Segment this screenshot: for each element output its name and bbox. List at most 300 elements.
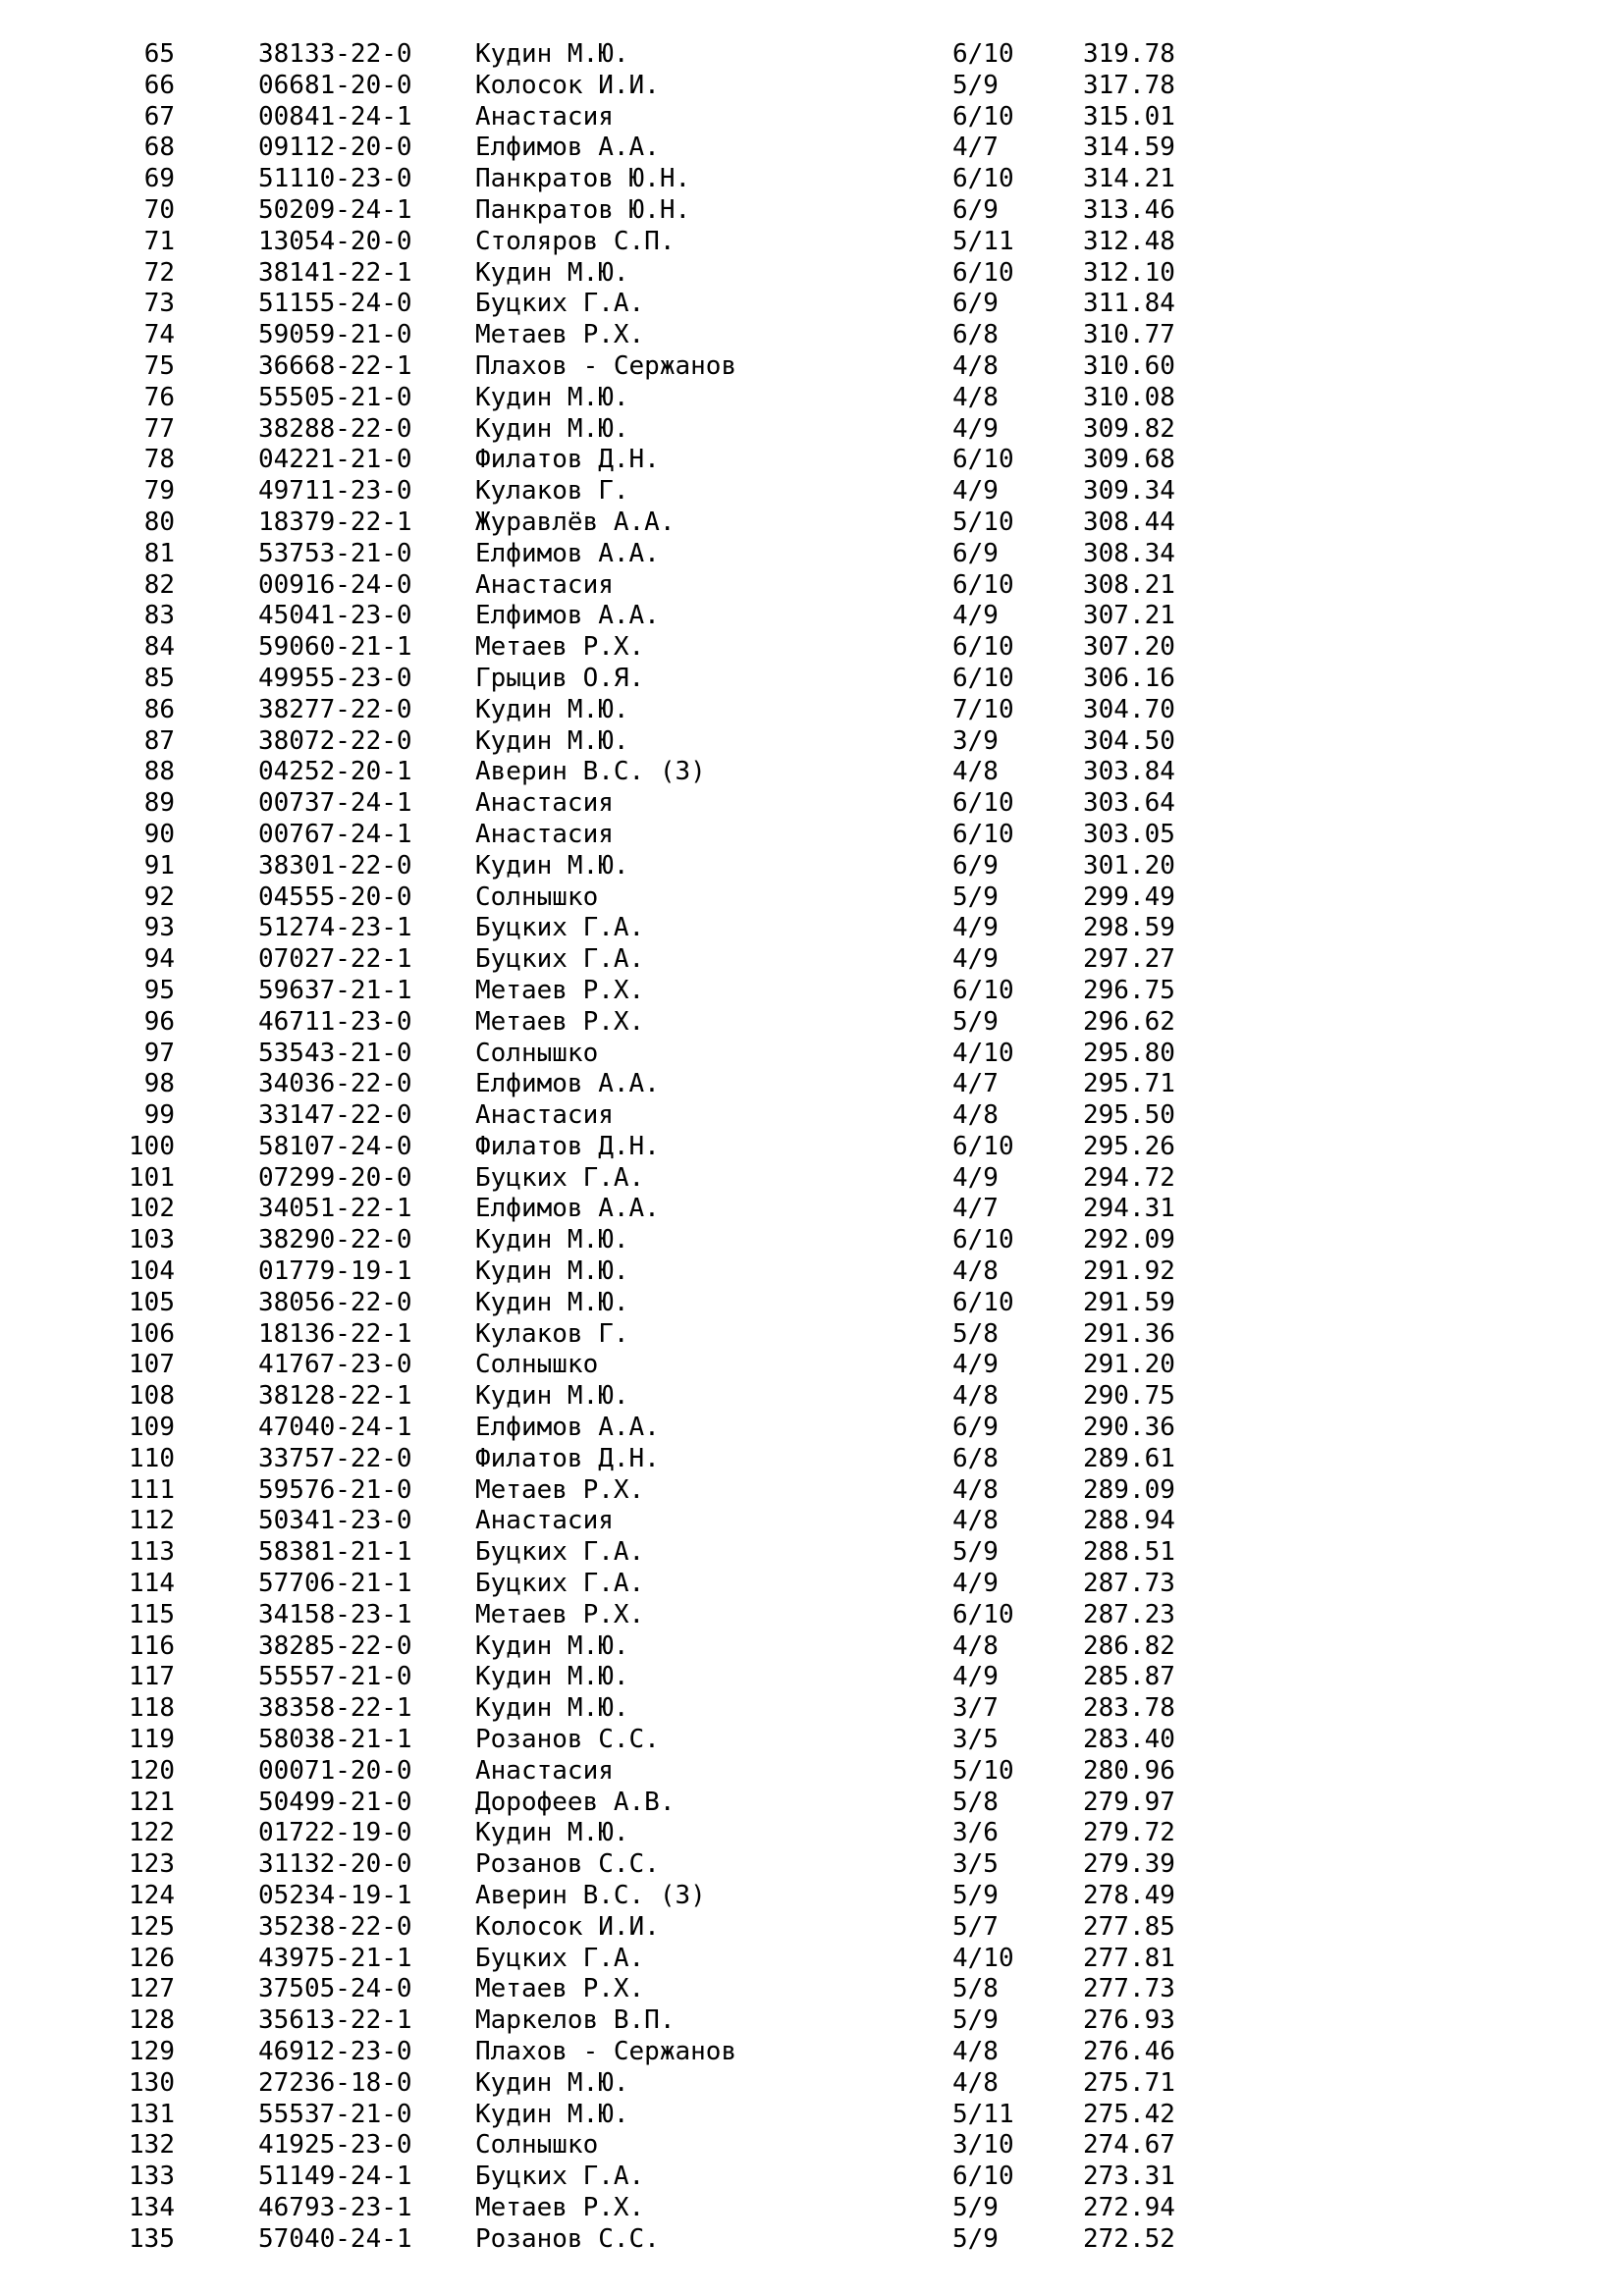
points-value: 283.40: [1083, 1725, 1175, 1755]
rank-number: 93: [143, 913, 175, 943]
score-ratio: 4/8: [952, 1630, 999, 1661]
entry-code: 34036-22-0: [258, 1069, 412, 1099]
owner-name: Буцких Г.А.: [475, 913, 645, 943]
owner-name: Анастасия: [475, 1100, 614, 1131]
points-value: 301.20: [1083, 850, 1175, 881]
owner-name: Филатов Д.Н.: [475, 1131, 660, 1161]
rank-number: 85: [143, 663, 175, 693]
entry-code: 01722-19-0: [258, 1818, 412, 1848]
table-row: [0, 1693, 1624, 1725]
score-ratio: 5/10: [952, 1755, 1014, 1786]
score-ratio: 3/9: [952, 725, 999, 756]
entry-code: 38128-22-1: [258, 1381, 412, 1412]
table-row: [0, 1256, 1624, 1288]
rank-number: 97: [143, 1038, 175, 1068]
points-value: 310.77: [1083, 320, 1175, 350]
rank-number: 73: [143, 289, 175, 319]
points-value: 309.34: [1083, 476, 1175, 507]
points-value: 292.09: [1083, 1225, 1175, 1255]
owner-name: Розанов С.С.: [475, 1849, 660, 1880]
score-ratio: 5/9: [952, 1006, 999, 1037]
table-row: [0, 539, 1624, 570]
rank-number: 82: [143, 569, 175, 600]
points-value: 312.10: [1083, 257, 1175, 288]
table-row: [0, 1288, 1624, 1319]
rank-number: 86: [143, 694, 175, 724]
score-ratio: 6/10: [952, 1599, 1014, 1629]
owner-name: Дорофеев А.В.: [475, 1787, 676, 1817]
points-value: 273.31: [1083, 2162, 1175, 2192]
entry-code: 58038-21-1: [258, 1725, 412, 1755]
table-row: [0, 71, 1624, 102]
rank-number: 76: [143, 382, 175, 412]
points-value: 307.21: [1083, 601, 1175, 631]
table-row: [0, 1163, 1624, 1195]
rank-number: 112: [129, 1506, 175, 1536]
owner-name: Солнышко: [475, 881, 599, 912]
score-ratio: 4/8: [952, 382, 999, 412]
owner-name: Метаев Р.Х.: [475, 975, 645, 1005]
rank-number: 75: [143, 350, 175, 381]
owner-name: Елфимов А.А.: [475, 1069, 660, 1099]
rank-number: 69: [143, 164, 175, 194]
owner-name: Розанов С.С.: [475, 2223, 660, 2254]
table-row: [0, 788, 1624, 820]
entry-code: 01779-19-1: [258, 1256, 412, 1287]
owner-name: Солнышко: [475, 1038, 599, 1068]
points-value: 278.49: [1083, 1881, 1175, 1911]
table-row: [0, 1225, 1624, 1256]
points-value: 290.36: [1083, 1413, 1175, 1443]
score-ratio: 6/10: [952, 2162, 1014, 2192]
rank-number: 96: [143, 1006, 175, 1037]
points-value: 291.92: [1083, 1256, 1175, 1287]
points-value: 291.59: [1083, 1287, 1175, 1317]
rank-number: 87: [143, 725, 175, 756]
owner-name: Метаев Р.Х.: [475, 632, 645, 663]
table-row: [0, 1319, 1624, 1351]
score-ratio: 6/8: [952, 1443, 999, 1473]
entry-code: 00071-20-0: [258, 1755, 412, 1786]
entry-code: 36668-22-1: [258, 350, 412, 381]
rank-number: 111: [129, 1474, 175, 1505]
owner-name: Метаев Р.Х.: [475, 1006, 645, 1037]
score-ratio: 5/9: [952, 1881, 999, 1911]
table-row: [0, 664, 1624, 695]
entry-code: 00916-24-0: [258, 569, 412, 600]
rank-number: 133: [129, 2162, 175, 2192]
entry-code: 46711-23-0: [258, 1006, 412, 1037]
owner-name: Елфимов А.А.: [475, 1194, 660, 1224]
points-value: 296.62: [1083, 1006, 1175, 1037]
entry-code: 55557-21-0: [258, 1662, 412, 1692]
entry-code: 59059-21-0: [258, 320, 412, 350]
rank-number: 124: [129, 1881, 175, 1911]
owner-name: Колосок И.И.: [475, 1911, 660, 1942]
score-ratio: 4/8: [952, 1381, 999, 1412]
entry-code: 57040-24-1: [258, 2223, 412, 2254]
rank-number: 129: [129, 2037, 175, 2066]
rank-number: 125: [129, 1911, 175, 1942]
score-ratio: 6/10: [952, 663, 1014, 693]
owner-name: Кудин М.Ю.: [475, 1818, 629, 1848]
points-value: 285.87: [1083, 1662, 1175, 1692]
entry-code: 35238-22-0: [258, 1911, 412, 1942]
score-ratio: 6/10: [952, 788, 1014, 819]
table-row: [0, 1475, 1624, 1507]
points-value: 308.44: [1083, 507, 1175, 537]
points-value: 307.20: [1083, 632, 1175, 663]
entry-code: 51274-23-1: [258, 913, 412, 943]
points-value: 291.20: [1083, 1350, 1175, 1380]
owner-name: Анастасия: [475, 569, 614, 600]
points-value: 304.70: [1083, 694, 1175, 724]
owner-name: Журавлёв А.А.: [475, 507, 676, 537]
table-row: [0, 1725, 1624, 1756]
table-row: [0, 632, 1624, 664]
owner-name: Анастасия: [475, 1755, 614, 1786]
score-ratio: 6/8: [952, 320, 999, 350]
owner-name: Столяров С.П.: [475, 226, 676, 256]
owner-name: Грыцив О.Я.: [475, 663, 645, 693]
owner-name: Буцких Г.А.: [475, 289, 645, 319]
owner-name: Кудин М.Ю.: [475, 2099, 629, 2129]
points-value: 274.67: [1083, 2130, 1175, 2161]
score-ratio: 4/7: [952, 1069, 999, 1099]
rank-number: 104: [129, 1256, 175, 1287]
score-ratio: 3/5: [952, 1725, 999, 1755]
entry-code: 50341-23-0: [258, 1506, 412, 1536]
rank-number: 99: [143, 1100, 175, 1131]
table-row: [0, 1600, 1624, 1631]
points-value: 276.46: [1083, 2037, 1175, 2066]
entry-code: 34051-22-1: [258, 1194, 412, 1224]
entry-code: 38133-22-0: [258, 39, 412, 69]
entry-code: 38288-22-0: [258, 413, 412, 444]
score-ratio: 4/8: [952, 1474, 999, 1505]
points-value: 279.97: [1083, 1787, 1175, 1817]
table-row: [0, 1631, 1624, 1663]
score-ratio: 3/7: [952, 1693, 999, 1724]
entry-code: 04221-21-0: [258, 445, 412, 475]
table-row: [0, 1506, 1624, 1537]
score-ratio: 6/10: [952, 819, 1014, 849]
owner-name: Плахов - Сержанов: [475, 350, 737, 381]
points-value: 283.78: [1083, 1693, 1175, 1724]
score-ratio: 5/9: [952, 1537, 999, 1568]
points-value: 303.64: [1083, 788, 1175, 819]
points-value: 291.36: [1083, 1318, 1175, 1349]
owner-name: Плахов - Сержанов: [475, 2037, 737, 2066]
score-ratio: 3/6: [952, 1818, 999, 1848]
rank-number: 132: [129, 2130, 175, 2161]
rank-number: 120: [129, 1755, 175, 1786]
table-row: [0, 320, 1624, 351]
score-ratio: 5/9: [952, 2005, 999, 2036]
entry-code: 27236-18-0: [258, 2067, 412, 2098]
score-ratio: 6/10: [952, 569, 1014, 600]
points-value: 276.93: [1083, 2005, 1175, 2036]
owner-name: Филатов Д.Н.: [475, 1443, 660, 1473]
points-value: 279.39: [1083, 1849, 1175, 1880]
entry-code: 55537-21-0: [258, 2099, 412, 2129]
points-value: 304.50: [1083, 725, 1175, 756]
owner-name: Буцких Г.А.: [475, 2162, 645, 2192]
entry-code: 43975-21-1: [258, 1943, 412, 1973]
rank-number: 122: [129, 1818, 175, 1848]
rank-number: 134: [129, 2192, 175, 2222]
table-row: [0, 2193, 1624, 2224]
table-row: [0, 164, 1624, 195]
entry-code: 55505-21-0: [258, 382, 412, 412]
rank-number: 121: [129, 1787, 175, 1817]
table-row: [0, 695, 1624, 726]
table-row: [0, 1849, 1624, 1881]
table-row: [0, 757, 1624, 788]
entry-code: 38277-22-0: [258, 694, 412, 724]
points-value: 295.26: [1083, 1131, 1175, 1161]
rank-number: 83: [143, 601, 175, 631]
entry-code: 41925-23-0: [258, 2130, 412, 2161]
entry-code: 38285-22-0: [258, 1630, 412, 1661]
points-value: 272.52: [1083, 2223, 1175, 2254]
score-ratio: 5/9: [952, 70, 999, 100]
rank-number: 72: [143, 257, 175, 288]
owner-name: Кудин М.Ю.: [475, 382, 629, 412]
points-value: 295.71: [1083, 1069, 1175, 1099]
score-ratio: 6/9: [952, 538, 999, 568]
rank-number: 80: [143, 507, 175, 537]
owner-name: Анастасия: [475, 819, 614, 849]
rank-number: 84: [143, 632, 175, 663]
rank-number: 74: [143, 320, 175, 350]
entry-code: 45041-23-0: [258, 601, 412, 631]
points-value: 308.21: [1083, 569, 1175, 600]
points-value: 275.71: [1083, 2067, 1175, 2098]
score-ratio: 6/10: [952, 445, 1014, 475]
points-value: 288.94: [1083, 1506, 1175, 1536]
table-row: [0, 976, 1624, 1007]
score-ratio: 4/7: [952, 133, 999, 163]
rank-number: 101: [129, 1162, 175, 1193]
entry-code: 07299-20-0: [258, 1162, 412, 1193]
score-ratio: 4/9: [952, 1350, 999, 1380]
points-value: 314.59: [1083, 133, 1175, 163]
table-row: [0, 1818, 1624, 1849]
owner-name: Кудин М.Ю.: [475, 1225, 629, 1255]
entry-code: 33757-22-0: [258, 1443, 412, 1473]
score-ratio: 5/7: [952, 1911, 999, 1942]
entry-code: 59576-21-0: [258, 1474, 412, 1505]
rank-number: 71: [143, 226, 175, 256]
entry-code: 18136-22-1: [258, 1318, 412, 1349]
rank-number: 100: [129, 1131, 175, 1161]
score-ratio: 5/9: [952, 2223, 999, 2254]
rank-number: 108: [129, 1381, 175, 1412]
rank-number: 128: [129, 2005, 175, 2036]
table-row: [0, 414, 1624, 446]
table-row: [0, 570, 1624, 602]
entry-code: 38358-22-1: [258, 1693, 412, 1724]
score-ratio: 6/10: [952, 164, 1014, 194]
rank-number: 78: [143, 445, 175, 475]
rank-number: 131: [129, 2099, 175, 2129]
rank-number: 92: [143, 881, 175, 912]
owner-name: Кудин М.Ю.: [475, 1381, 629, 1412]
entry-code: 51155-24-0: [258, 289, 412, 319]
rank-number: 90: [143, 819, 175, 849]
entry-code: 38301-22-0: [258, 850, 412, 881]
entry-code: 04555-20-0: [258, 881, 412, 912]
rank-number: 68: [143, 133, 175, 163]
rank-number: 118: [129, 1693, 175, 1724]
points-value: 306.16: [1083, 663, 1175, 693]
table-row: [0, 1444, 1624, 1475]
table-row: [0, 1788, 1624, 1819]
entry-code: 00841-24-1: [258, 101, 412, 132]
rank-number: 94: [143, 944, 175, 975]
entry-code: 58381-21-1: [258, 1537, 412, 1568]
owner-name: Буцких Г.А.: [475, 1569, 645, 1599]
table-row: [0, 289, 1624, 320]
points-value: 308.34: [1083, 538, 1175, 568]
points-value: 314.21: [1083, 164, 1175, 194]
points-value: 288.51: [1083, 1537, 1175, 1568]
score-ratio: 4/8: [952, 2067, 999, 2098]
entry-code: 07027-22-1: [258, 944, 412, 975]
points-value: 295.50: [1083, 1100, 1175, 1131]
entry-code: 09112-20-0: [258, 133, 412, 163]
owner-name: Метаев Р.Х.: [475, 320, 645, 350]
points-value: 277.85: [1083, 1911, 1175, 1942]
entry-code: 05234-19-1: [258, 1881, 412, 1911]
points-value: 287.73: [1083, 1569, 1175, 1599]
points-value: 296.75: [1083, 975, 1175, 1005]
score-ratio: 4/8: [952, 1506, 999, 1536]
points-value: 311.84: [1083, 289, 1175, 319]
score-ratio: 4/7: [952, 1194, 999, 1224]
table-row: [0, 1912, 1624, 1944]
rank-number: 110: [129, 1443, 175, 1473]
owner-name: Филатов Д.Н.: [475, 445, 660, 475]
rank-number: 109: [129, 1413, 175, 1443]
points-value: 289.09: [1083, 1474, 1175, 1505]
owner-name: Метаев Р.Х.: [475, 1599, 645, 1629]
points-value: 277.81: [1083, 1943, 1175, 1973]
rank-number: 123: [129, 1849, 175, 1880]
score-ratio: 5/11: [952, 2099, 1014, 2129]
table-row: [0, 1413, 1624, 1444]
score-ratio: 4/9: [952, 1162, 999, 1193]
owner-name: Маркелов В.П.: [475, 2005, 676, 2036]
owner-name: Елфимов А.А.: [475, 538, 660, 568]
score-ratio: 6/10: [952, 975, 1014, 1005]
rank-number: 98: [143, 1069, 175, 1099]
owner-name: Аверин В.С. (З): [475, 757, 706, 787]
table-row: [0, 1974, 1624, 2005]
entry-code: 13054-20-0: [258, 226, 412, 256]
points-value: 286.82: [1083, 1630, 1175, 1661]
owner-name: Анастасия: [475, 788, 614, 819]
owner-name: Анастасия: [475, 101, 614, 132]
rank-number: 119: [129, 1725, 175, 1755]
table-row: [0, 1007, 1624, 1039]
points-value: 309.68: [1083, 445, 1175, 475]
entry-code: 49711-23-0: [258, 476, 412, 507]
rank-number: 81: [143, 538, 175, 568]
entry-code: 06681-20-0: [258, 70, 412, 100]
entry-code: 49955-23-0: [258, 663, 412, 693]
table-row: [0, 1756, 1624, 1788]
owner-name: Панкратов Ю.Н.: [475, 194, 691, 225]
owner-name: Кудин М.Ю.: [475, 39, 629, 69]
table-row: [0, 445, 1624, 476]
rank-number: 135: [129, 2223, 175, 2254]
rank-number: 70: [143, 194, 175, 225]
owner-name: Кудин М.Ю.: [475, 1693, 629, 1724]
score-ratio: 5/8: [952, 1787, 999, 1817]
table-row: [0, 258, 1624, 290]
rank-number: 116: [129, 1630, 175, 1661]
score-ratio: 4/8: [952, 1100, 999, 1131]
rank-number: 91: [143, 850, 175, 881]
rank-number: 107: [129, 1350, 175, 1380]
score-ratio: 6/10: [952, 39, 1014, 69]
score-ratio: 5/9: [952, 2192, 999, 2222]
entry-code: 59060-21-1: [258, 632, 412, 663]
owner-name: Буцких Г.А.: [475, 1943, 645, 1973]
table-row: [0, 2162, 1624, 2193]
owner-name: Кудин М.Ю.: [475, 257, 629, 288]
points-value: 317.78: [1083, 70, 1175, 100]
owner-name: Метаев Р.Х.: [475, 2192, 645, 2222]
rank-number: 88: [143, 757, 175, 787]
table-row: [0, 1194, 1624, 1225]
rank-number: 115: [129, 1599, 175, 1629]
table-row: [0, 1100, 1624, 1132]
table-row: [0, 507, 1624, 539]
entry-code: 47040-24-1: [258, 1413, 412, 1443]
score-ratio: 5/8: [952, 1318, 999, 1349]
table-row: [0, 2037, 1624, 2068]
table-row: [0, 944, 1624, 976]
entry-code: 58107-24-0: [258, 1131, 412, 1161]
score-ratio: 4/10: [952, 1038, 1014, 1068]
owner-name: Солнышко: [475, 2130, 599, 2161]
points-value: 280.96: [1083, 1755, 1175, 1786]
points-value: 297.27: [1083, 944, 1175, 975]
rank-number: 66: [143, 70, 175, 100]
owner-name: Панкратов Ю.Н.: [475, 164, 691, 194]
entry-code: 00737-24-1: [258, 788, 412, 819]
score-ratio: 4/8: [952, 2037, 999, 2066]
points-value: 289.61: [1083, 1443, 1175, 1473]
table-row: [0, 39, 1624, 71]
score-ratio: 4/9: [952, 1662, 999, 1692]
points-value: 310.08: [1083, 382, 1175, 412]
points-value: 303.84: [1083, 757, 1175, 787]
table-row: [0, 1662, 1624, 1693]
points-value: 315.01: [1083, 101, 1175, 132]
entry-code: 04252-20-1: [258, 757, 412, 787]
entry-code: 50499-21-0: [258, 1787, 412, 1817]
points-value: 310.60: [1083, 350, 1175, 381]
score-ratio: 4/8: [952, 1256, 999, 1287]
entry-code: 38290-22-0: [258, 1225, 412, 1255]
score-ratio: 7/10: [952, 694, 1014, 724]
score-ratio: 5/10: [952, 507, 1014, 537]
entry-code: 53543-21-0: [258, 1038, 412, 1068]
